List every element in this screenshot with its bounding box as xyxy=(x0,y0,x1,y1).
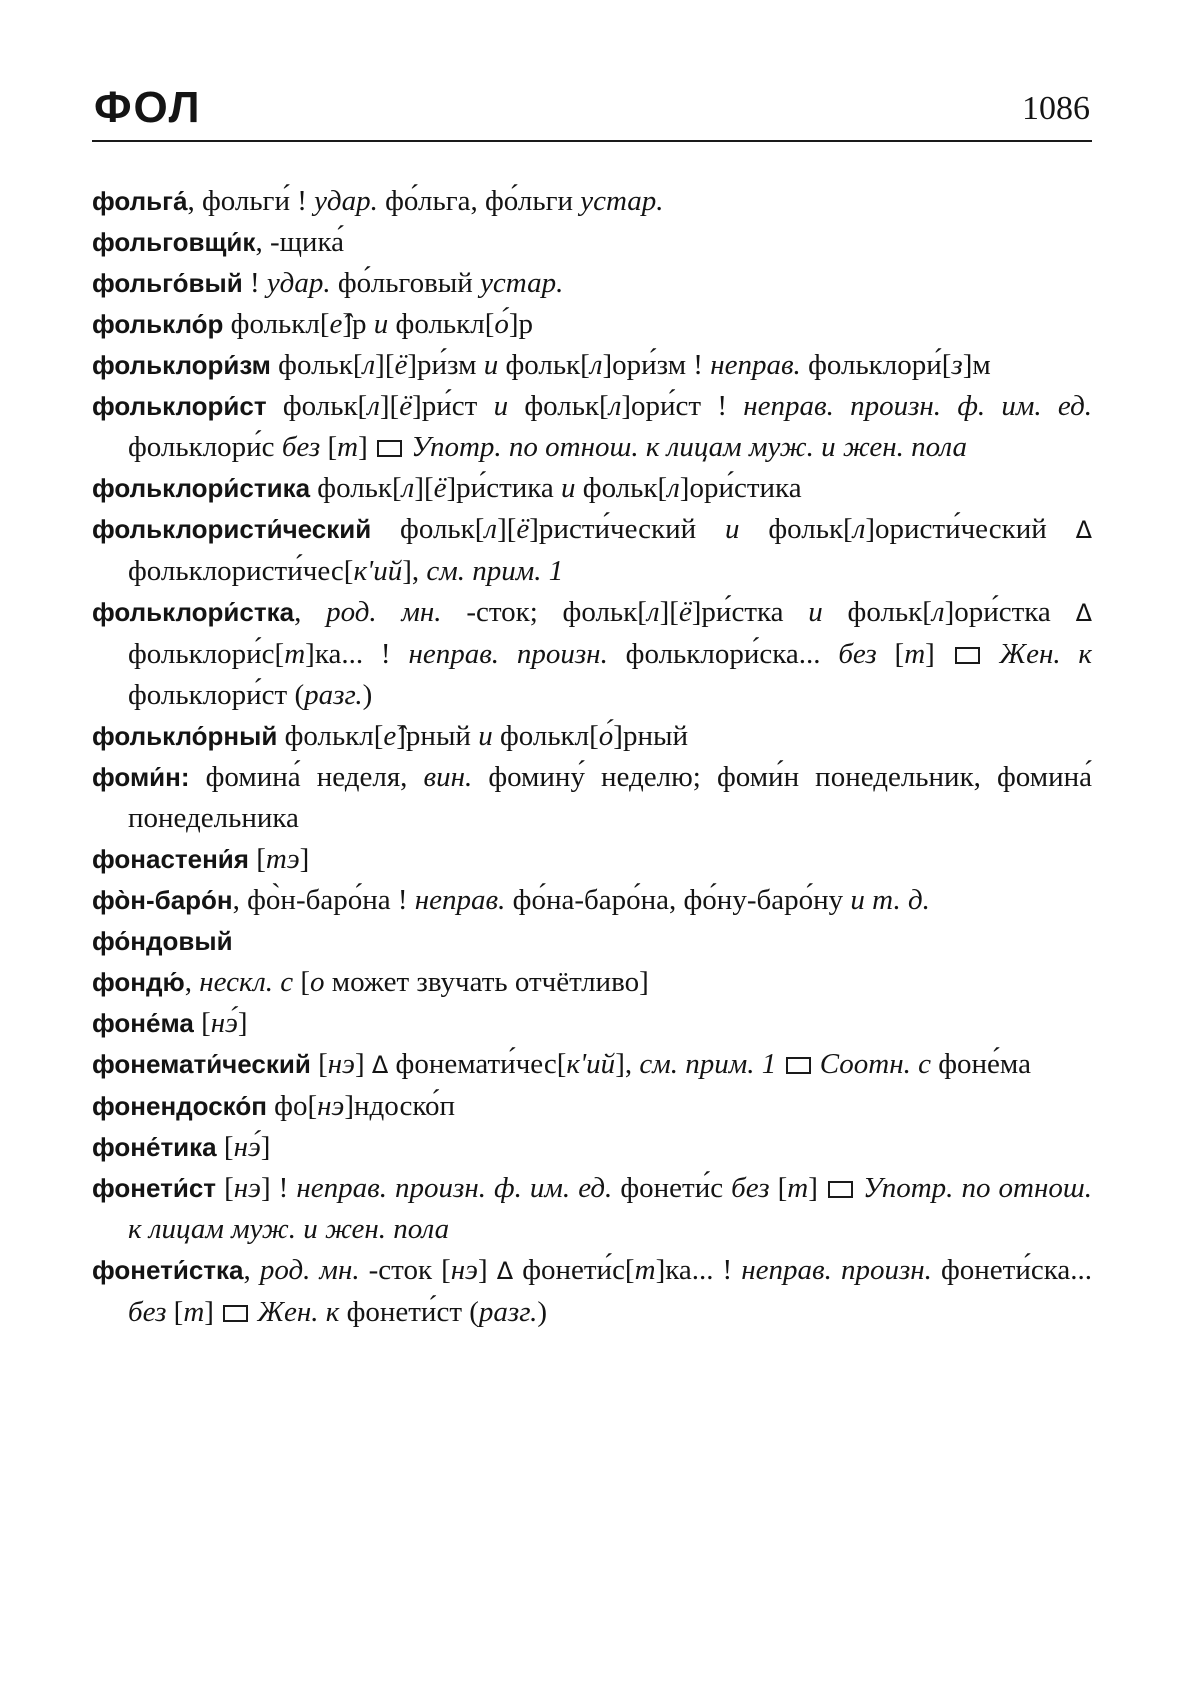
entry-text: ] xyxy=(260,1131,271,1163)
headword: фонендоско́п xyxy=(92,1091,267,1121)
dictionary-entry xyxy=(92,509,1092,592)
entry-text: ]рный xyxy=(613,720,688,752)
entry-text: , фольги́ ! xyxy=(187,185,315,217)
italic-label: т xyxy=(904,638,926,670)
entry-text: ][ xyxy=(497,513,517,545)
dictionary-entry xyxy=(92,1127,1092,1168)
dictionary-entry xyxy=(92,962,1092,1003)
italic-label: нэ́ xyxy=(210,1007,238,1039)
italic-label: и xyxy=(478,720,493,752)
italic-label: з xyxy=(951,349,963,381)
headword: фольга́ xyxy=(92,186,188,216)
headword: фоми́н: xyxy=(92,762,190,792)
headword: фо́ндовый xyxy=(92,926,233,956)
entry-text xyxy=(855,1172,863,1204)
italic-label: е̂ xyxy=(383,720,397,752)
entry-text: фольклори́ст ( xyxy=(128,679,305,711)
entry-text: , xyxy=(243,1254,260,1286)
headword: фолькло́р xyxy=(92,309,224,339)
usage-note-box-icon xyxy=(955,647,980,664)
entry-text: [ xyxy=(293,966,311,998)
italic-label: нэ́ xyxy=(233,1131,261,1163)
dictionary-entry xyxy=(92,181,1092,222)
entry-text: фо[ xyxy=(266,1090,318,1122)
italic-label: нэ xyxy=(450,1254,478,1286)
entry-text: ]ори́ст ! xyxy=(621,390,744,422)
italic-label: ё xyxy=(678,596,692,628)
italic-label: ё xyxy=(433,472,447,504)
entry-text: фо́льговый xyxy=(330,267,481,299)
dictionary-entry xyxy=(92,880,1092,921)
dictionary-entry xyxy=(92,304,1092,345)
italic-label: устар. xyxy=(580,185,664,217)
dictionary-entry xyxy=(92,386,1092,468)
entry-text: фольклори́[ xyxy=(800,349,952,381)
entry-text: , фо̀н-баро́на ! xyxy=(232,884,415,916)
italic-label: е̂ xyxy=(329,308,343,340)
entry-text xyxy=(776,1048,783,1080)
entry-text: ] xyxy=(299,843,310,875)
headword: фолькло́рный xyxy=(92,721,278,751)
italic-label: род. мн. xyxy=(326,596,442,628)
entry-text: фольклори́с xyxy=(128,431,282,463)
italic-label: ё xyxy=(399,390,413,422)
headword: фольговщи́к xyxy=(92,227,256,257)
italic-label: неправ. xyxy=(710,349,801,381)
entry-text: может звучать отчётливо] xyxy=(324,966,649,998)
headword: фольклори́зм xyxy=(92,350,271,380)
entry-text: фольк[ xyxy=(270,349,363,381)
entry-text: ][ xyxy=(375,349,395,381)
headword: фонемати́ческий xyxy=(92,1049,311,1079)
headword: фоне́тика xyxy=(92,1132,217,1162)
italic-label: л xyxy=(401,472,415,504)
entry-text: фонети́с xyxy=(612,1172,732,1204)
entry-text xyxy=(813,1048,820,1080)
entry-text: ] xyxy=(358,431,375,463)
dictionary-entry xyxy=(92,1003,1092,1044)
entry-text: , -щика́ xyxy=(255,226,344,258)
italic-label: удар. xyxy=(266,267,331,299)
dictionary-entry xyxy=(92,757,1092,839)
headword: фонастени́я xyxy=(92,844,249,874)
entry-text: ]рный xyxy=(396,720,479,752)
entry-text: ) xyxy=(362,679,373,711)
entry-text: ) xyxy=(537,1296,548,1328)
entry-text: фо́льга, фо́льги xyxy=(377,185,581,217)
entry-text: [ xyxy=(310,1048,328,1080)
dictionary-page xyxy=(92,0,1092,1700)
headword: фо̀н-баро́н xyxy=(92,885,233,915)
italic-label: и xyxy=(373,308,389,340)
italic-label: ё xyxy=(516,513,530,545)
dictionary-entry xyxy=(92,1044,1092,1086)
entry-text xyxy=(982,638,1000,670)
entry-text: ]ори́зм ! xyxy=(602,349,711,381)
entry-text: ] ! xyxy=(260,1172,297,1204)
italic-label: неправ. произн. ф. им. ед. xyxy=(743,390,1092,422)
italic-label: неправ. xyxy=(414,884,506,916)
entry-text: ] xyxy=(477,1254,497,1286)
italic-label: о́ xyxy=(494,308,509,340)
italic-label: род. мн. xyxy=(259,1254,360,1286)
usage-note-box-icon xyxy=(786,1057,811,1074)
entry-text: ]м xyxy=(962,349,991,381)
running-head: ФОЛ xyxy=(94,83,202,132)
entry-text: ]ри́стка xyxy=(691,596,809,628)
entry-text: -сток; фольк[ xyxy=(441,596,647,628)
entry-text: ][ xyxy=(414,472,434,504)
entry-text: ] xyxy=(354,1048,372,1080)
delta-marker: Δ xyxy=(496,1257,514,1285)
italic-label: разг. xyxy=(478,1296,538,1328)
entry-text: [ xyxy=(193,1007,211,1039)
italic-label: без xyxy=(281,431,321,463)
usage-note-box-icon xyxy=(377,440,402,457)
entry-text: ]ри́ст xyxy=(412,390,494,422)
entry-text: фольк[ xyxy=(822,596,932,628)
italic-label: нэ xyxy=(233,1172,261,1204)
italic-label: к'ий xyxy=(566,1048,616,1080)
italic-label: и xyxy=(808,596,823,628)
italic-label: т xyxy=(284,638,306,670)
italic-label: неправ. произн. xyxy=(408,638,608,670)
entry-text: ]ори́стика xyxy=(679,472,802,504)
italic-label: т xyxy=(183,1296,205,1328)
headword: фонети́ст xyxy=(92,1173,217,1203)
entry-text: фольклори́ска... xyxy=(607,638,839,670)
entry-text: ], xyxy=(402,555,427,587)
italic-label: вин. xyxy=(423,761,473,793)
italic-label: нескл. с xyxy=(199,966,294,998)
headword: фондю́ xyxy=(92,967,185,997)
entry-text: , xyxy=(294,596,327,628)
italic-label: и xyxy=(725,513,740,545)
entry-text: фонети́ска... xyxy=(931,1254,1092,1286)
italic-label: л xyxy=(931,596,945,628)
entry-text: [ xyxy=(216,1131,234,1163)
italic-label: л xyxy=(646,596,660,628)
entry-text: фонети́ст ( xyxy=(339,1296,479,1328)
italic-label: Употр. по отнош. к лицам муж. и жен. пола xyxy=(411,431,967,463)
entry-text: ]ндоско́п xyxy=(344,1090,455,1122)
headword: фольклористи́ческий xyxy=(92,514,372,544)
entry-text: ], xyxy=(615,1048,640,1080)
entry-text: фольк[ xyxy=(310,472,402,504)
italic-label: и xyxy=(493,390,509,422)
entry-text: фольк[ xyxy=(575,472,668,504)
dictionary-entry xyxy=(92,468,1092,509)
italic-label: неправ. произн. ф. им. ед. xyxy=(296,1172,613,1204)
italic-label: без xyxy=(731,1172,770,1204)
headword: фонети́стка xyxy=(92,1255,244,1285)
page-header xyxy=(92,78,1092,138)
italic-label: ё xyxy=(394,349,408,381)
dictionary-entry xyxy=(92,345,1092,386)
entry-text: ]р xyxy=(342,308,374,340)
entry-text: фолькл[ xyxy=(492,720,599,752)
italic-label: т xyxy=(787,1172,809,1204)
entry-text: [ xyxy=(216,1172,234,1204)
italic-label: л xyxy=(367,390,380,422)
usage-note-box-icon xyxy=(223,1305,248,1322)
italic-label: Употр. по отнош. к лицам муж. и жен. пола xyxy=(128,1172,1092,1245)
headword: фольклори́стка xyxy=(92,597,295,627)
italic-label: л xyxy=(852,513,866,545)
dictionary-entry xyxy=(92,716,1092,757)
italic-label: и xyxy=(561,472,576,504)
entry-text: фольк[ xyxy=(508,390,609,422)
entry-text: фольклористи́чес[ xyxy=(128,555,354,587)
dictionary-entry xyxy=(92,1086,1092,1127)
italic-label: о xyxy=(310,966,325,998)
italic-label: тэ xyxy=(265,843,300,875)
italic-label: и т. д. xyxy=(850,884,930,916)
italic-label: см. прим. 1 xyxy=(639,1048,777,1080)
entry-text: ]ка... ! xyxy=(655,1254,742,1286)
entry-text: ][ xyxy=(659,596,679,628)
entry-text: фо́на-баро́на, фо́ну-баро́ну xyxy=(505,884,851,916)
italic-label: л xyxy=(608,390,622,422)
entry-text: [ xyxy=(769,1172,788,1204)
entry-text: ]ори́стка xyxy=(944,596,1076,628)
entry-text: [ xyxy=(248,843,266,875)
page-number: 1086 xyxy=(1022,90,1090,127)
delta-marker: Δ xyxy=(1075,516,1093,544)
delta-marker: Δ xyxy=(1075,599,1092,627)
entry-text: [ xyxy=(166,1296,184,1328)
entry-list xyxy=(92,181,1092,1333)
entry-text: фоне́ма xyxy=(931,1048,1031,1080)
italic-label: Соотн. с xyxy=(819,1048,931,1080)
entry-text: ]ристи́ческий xyxy=(529,513,726,545)
italic-label: л xyxy=(484,513,498,545)
entry-text: фомина́ неделя, xyxy=(189,761,424,793)
entry-text: ]ка... ! xyxy=(305,638,409,670)
dictionary-entry xyxy=(92,839,1092,880)
entry-text: ] xyxy=(237,1007,248,1039)
entry-text: -сток [ xyxy=(359,1254,451,1286)
headword: фольклори́стика xyxy=(92,473,311,503)
entry-text: , xyxy=(184,966,200,998)
entry-text: [ xyxy=(876,638,905,670)
entry-text: ] xyxy=(204,1296,222,1328)
header-rule xyxy=(92,140,1092,142)
entry-text: фольк[ xyxy=(739,513,853,545)
headword: фоне́ма xyxy=(92,1008,194,1038)
italic-label: т xyxy=(337,431,359,463)
entry-text: фонемати́чес[ xyxy=(388,1048,567,1080)
entry-text: ]р xyxy=(508,308,534,340)
italic-label: нэ xyxy=(317,1090,345,1122)
italic-label: без xyxy=(128,1296,167,1328)
headword: фольго́вый xyxy=(92,268,243,298)
entry-text: фомину́ неделю; фоми́н понедельник, фомина́ понедельника xyxy=(128,761,1092,834)
entry-text: ][ xyxy=(379,390,400,422)
dictionary-entry xyxy=(92,1250,1092,1333)
italic-label: к'ий xyxy=(353,555,403,587)
italic-label: разг. xyxy=(304,679,363,711)
entry-text: фонети́с[ xyxy=(513,1254,635,1286)
entry-text: фолькл[ xyxy=(388,308,495,340)
italic-label: л xyxy=(362,349,376,381)
entry-text: фольк[ xyxy=(498,349,590,381)
entry-text: ! xyxy=(242,267,267,299)
entry-text: ] xyxy=(808,1172,826,1204)
italic-label: удар. xyxy=(314,185,378,217)
italic-label: т xyxy=(634,1254,656,1286)
entry-text: ] xyxy=(925,638,953,670)
dictionary-entry xyxy=(92,1168,1092,1250)
entry-text: фольк[ xyxy=(266,390,368,422)
dictionary-entry xyxy=(92,921,1092,962)
italic-label: о́ xyxy=(598,720,614,752)
italic-label: Жен. к xyxy=(257,1296,340,1328)
entry-text: ]ри́зм xyxy=(407,349,484,381)
italic-label: устар. xyxy=(480,267,564,299)
italic-label: и xyxy=(483,349,499,381)
usage-note-box-icon xyxy=(828,1181,853,1198)
italic-label: л xyxy=(667,472,680,504)
italic-label: л xyxy=(589,349,603,381)
italic-label: без xyxy=(838,638,877,670)
entry-text: фолькл[ xyxy=(223,308,330,340)
italic-label: нэ xyxy=(327,1048,355,1080)
delta-marker: Δ xyxy=(371,1051,389,1079)
dictionary-entry xyxy=(92,222,1092,263)
dictionary-entry xyxy=(92,592,1092,716)
entry-text: фольклори́с[ xyxy=(128,638,285,670)
italic-label: см. прим. 1 xyxy=(426,555,564,587)
dictionary-entry xyxy=(92,263,1092,304)
entry-text: [ xyxy=(320,431,338,463)
entry-text: фолькл[ xyxy=(277,720,384,752)
headword: фольклори́ст xyxy=(92,391,267,421)
italic-label: неправ. произн. xyxy=(741,1254,932,1286)
entry-text: ]ри́стика xyxy=(446,472,562,504)
entry-text: ]ористи́ческий xyxy=(865,513,1076,545)
entry-text: фольк[ xyxy=(371,513,485,545)
italic-label: Жен. к xyxy=(999,638,1092,670)
